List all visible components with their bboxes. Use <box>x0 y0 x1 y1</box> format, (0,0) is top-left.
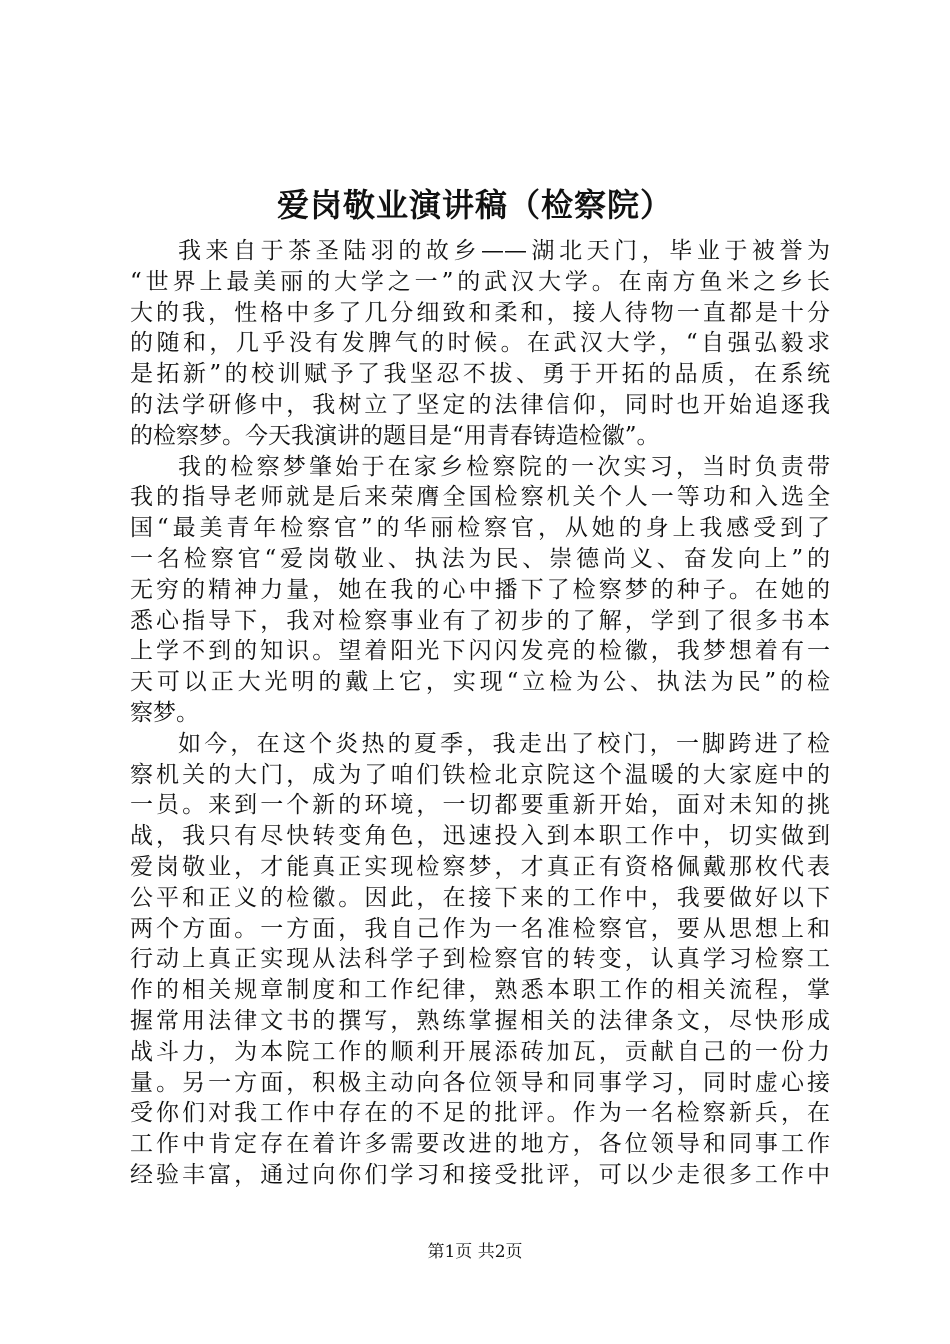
paragraph-line: 战斗力，为本院工作的顺利开展添砖加瓦，贡献自己的一份力 <box>130 1038 830 1065</box>
paragraph-line: 悉心指导下，我对检察事业有了初步的了解，学到了很多书本 <box>130 607 830 634</box>
paragraph-line: 国“最美青年检察官”的华丽检察官，从她的身上我感受到了 <box>130 515 830 542</box>
paragraph-line: 的法学研修中，我树立了坚定的法律信仰，同时也开始追逐我 <box>130 391 830 418</box>
paragraph-line: 如今，在这个炎热的夏季，我走出了校门，一脚跨进了检 <box>178 730 830 757</box>
paragraph-line: 受你们对我工作中存在的不足的批评。作为一名检察新兵，在 <box>130 1100 830 1127</box>
paragraph-line: “世界上最美丽的大学之一”的武汉大学。在南方鱼米之乡长 <box>130 268 830 295</box>
paragraph-line: 我的指导老师就是后来荣膺全国检察机关个人一等功和入选全 <box>130 484 830 511</box>
page-footer: 第1页 共2页 <box>427 1242 523 1262</box>
paragraph-line: 工作中肯定存在着许多需要改进的地方，各位领导和同事工作 <box>130 1131 830 1158</box>
paragraph-line: 天可以正大光明的戴上它，实现“立检为公、执法为民”的检 <box>130 669 830 696</box>
paragraph-line: 大的我，性格中多了几分细致和柔和，接人待物一直都是十分 <box>130 299 830 326</box>
paragraph <box>130 729 830 1191</box>
paragraph-line: 一员。来到一个新的环境，一切都要重新开始，面对未知的挑 <box>130 792 830 819</box>
paragraph-line: 战，我只有尽快转变角色，迅速投入到本职工作中，切实做到 <box>130 823 830 850</box>
paragraph-line: 量。另一方面，积极主动向各位领导和同事学习，同时虚心接 <box>130 1069 830 1096</box>
paragraph-line: 是拓新”的校训赋予了我坚忍不拔、勇于开拓的品质，在系统 <box>130 361 830 388</box>
paragraph-line: 察机关的大门，成为了咱们铁检北京院这个温暖的大家庭中的 <box>130 761 830 788</box>
paragraph-line: 上学不到的知识。望着阳光下闪闪发亮的检徽，我梦想着有一 <box>130 638 830 665</box>
paragraph-line: 我的检察梦肇始于在家乡检察院的一次实习，当时负责带 <box>178 453 830 480</box>
paragraph-line: 的检察梦。今天我演讲的题目是“用青春铸造检徽”。 <box>130 422 660 449</box>
paragraph-line: 公平和正义的检徽。因此，在接下来的工作中，我要做好以下 <box>130 884 830 911</box>
page-title: 爱岗敬业演讲稿（检察院） <box>276 186 673 224</box>
paragraph-line: 无穷的精神力量，她在我的心中播下了检察梦的种子。在她的 <box>130 576 830 603</box>
document-body <box>130 236 830 1191</box>
paragraph-line: 的随和，几乎没有发脾气的时候。在武汉大学，“自强弘毅求 <box>130 330 830 357</box>
paragraph-line: 爱岗敬业，才能真正实现检察梦，才真正有资格佩戴那枚代表 <box>130 853 830 880</box>
paragraph <box>130 236 830 452</box>
paragraph-line: 察梦。 <box>130 699 199 726</box>
paragraph-line: 行动上真正实现从法科学子到检察官的转变，认真学习检察工 <box>130 946 830 973</box>
paragraph-line: 握常用法律文书的撰写，熟练掌握相关的法律条文，尽快形成 <box>130 1007 830 1034</box>
paragraph-line: 作的相关规章制度和工作纪律，熟悉本职工作的相关流程，掌 <box>130 977 830 1004</box>
paragraph-line: 一名检察官“爱岗敬业、执法为民、崇德尚义、奋发向上”的 <box>130 545 830 572</box>
paragraph-line: 经验丰富，通过向你们学习和接受批评，可以少走很多工作中 <box>130 1161 830 1188</box>
paragraph <box>130 452 830 729</box>
paragraph-line: 两个方面。一方面，我自己作为一名准检察官，要从思想上和 <box>130 915 830 942</box>
paragraph-line: 我来自于茶圣陆羽的故乡——湖北天门，毕业于被誉为 <box>178 238 830 264</box>
